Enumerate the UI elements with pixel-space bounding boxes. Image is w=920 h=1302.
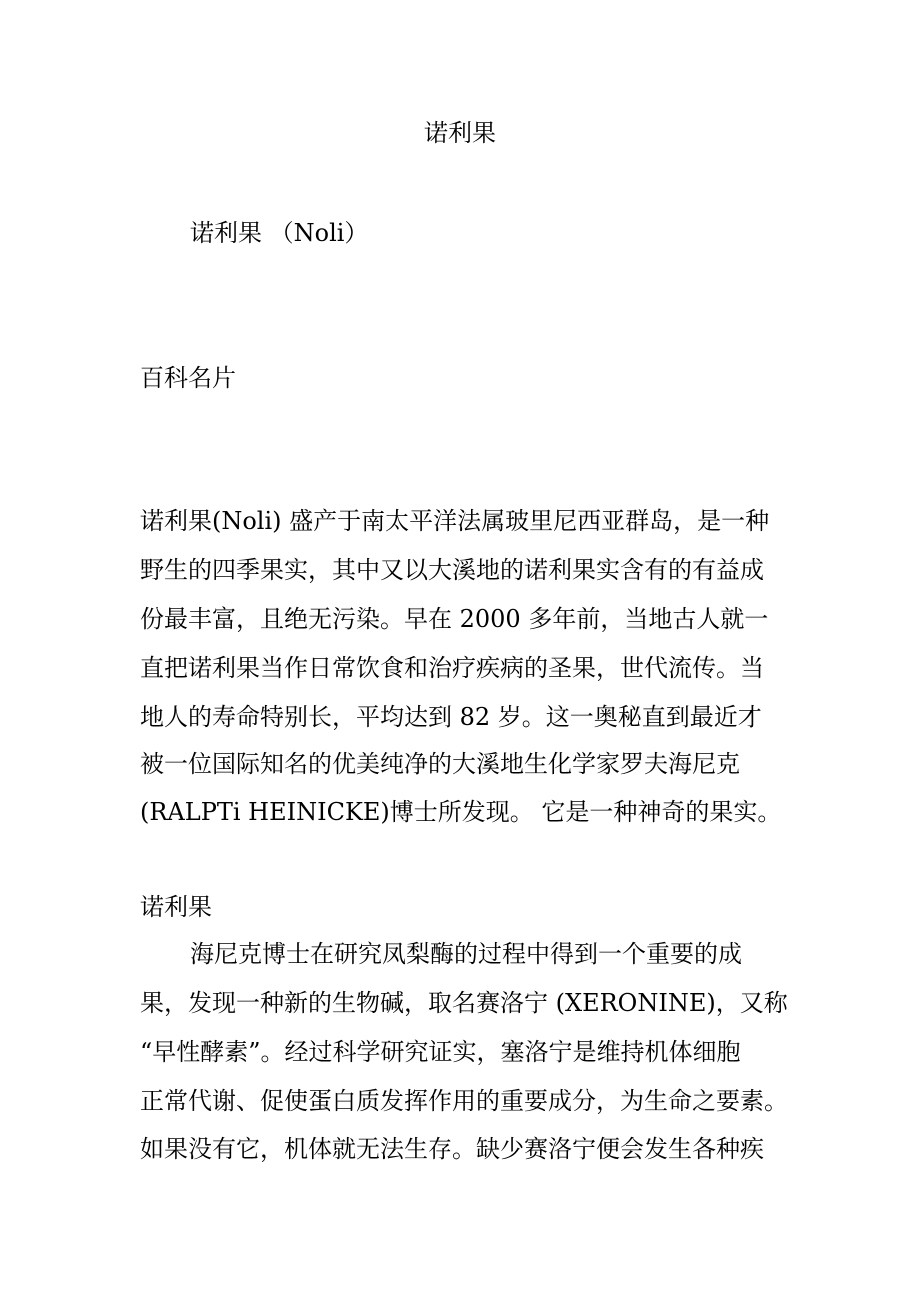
paragraph-line: 份最丰富，且绝无污染。早在 2000 多年前，当地古人就一 [140,605,769,633]
paragraph-line: 被一位国际知名的优美纯净的大溪地生化学家罗夫海尼克 [140,750,740,778]
paragraph-line: (RALPTi HEINICKE)博士所发现。 它是一种神奇的果实。 [140,798,782,826]
paragraph-line: 野生的四季果实，其中又以大溪地的诺利果实含有的有益成 [140,556,764,584]
paragraph-line: 果，发现一种新的生物碱，取名赛洛宁 (XERONINE)，又称 [140,989,788,1017]
paragraph-line: 如果没有它，机体就无法生存。缺少赛洛宁便会发生各种疾 [140,1135,764,1163]
paragraph-line: 直把诺利果当作日常饮食和治疗疾病的圣果，世代流传。当 [140,654,764,682]
paragraph-line: 海尼克博士在研究凤梨酶的过程中得到一个重要的成 [190,940,742,968]
paragraph-line: 地人的寿命特别长，平均达到 82 岁。这一奥秘直到最近才 [140,703,762,731]
paragraph-line: “早性酵素”。经过科学研究证实，塞洛宁是维持机体细胞 [140,1038,741,1066]
document-title: 诺利果 [424,119,496,147]
image-caption: 诺利果 [140,893,212,921]
section-heading: 百科名片 [140,364,236,392]
document-subtitle: 诺利果 （Noli） [190,219,369,247]
paragraph-line: 正常代谢、促使蛋白质发挥作用的重要成分，为生命之要素。 [140,1087,788,1115]
paragraph-line: 诺利果(Noli) 盛产于南太平洋法属玻里尼西亚群岛，是一种 [140,507,770,535]
